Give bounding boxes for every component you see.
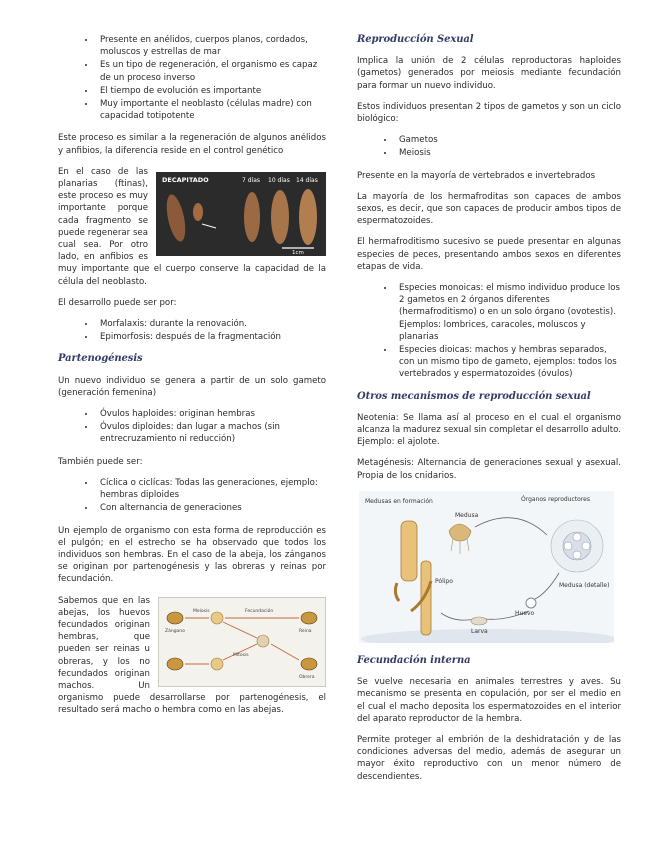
- section-heading-reproduccion-sexual: Reproducción Sexual: [357, 34, 474, 45]
- types-list: [58, 477, 326, 515]
- section-heading-otros-mecanismos: Otros mecanismos de reproducción sexual: [357, 390, 591, 402]
- bee-label: Obrera: [299, 674, 315, 680]
- bee-reproduction-figure: [158, 597, 326, 687]
- paragraph: El desarrollo puede ser por:: [58, 297, 177, 308]
- bee-label: Mitosis: [233, 652, 249, 658]
- cycle-label: Medusa: [455, 511, 479, 519]
- list-item: • Morfalaxis: durante la renovación.: [96, 318, 326, 330]
- cycle-label: Pólipo: [435, 577, 453, 585]
- list-item: • Presente en anélidos, cuerpos planos, cordados, moluscos y estrellas de mar: [96, 34, 326, 58]
- paragraph: El hermafroditismo sucesivo se puede presentar en algunas especies de peces, presentando ambos sexos en diferentes etapas de vida.: [357, 237, 621, 272]
- planaria-regeneration-figure: [156, 172, 326, 256]
- paragraph: Neotenia: Se llama así al proceso en el cual el organismo alcanza la madurez sexual sin completar el desarrollo adulto. Ejemplo: el ajolote.: [357, 412, 621, 448]
- paragraph: La mayoría de los hermafroditas son capaces de ambos sexos, es decir, que son capaces de producir ambos tipos de espermatozoides.: [357, 191, 621, 227]
- list-item: • Especies dioicas: machos y hembras separados, con un mismo tipo de gameto, ejemplos: todos los vertebrados y espermatozoides (óvulos): [395, 344, 621, 381]
- paragraph: Presente en la mayoría de vertebrados e invertebrados: [357, 170, 596, 181]
- day-label: 14 días: [296, 176, 318, 184]
- list-item: • Es un tipo de regeneración, el organismo es capaz de un proceso inverso: [96, 59, 326, 83]
- species-list: [357, 282, 621, 381]
- bee-diagram: [159, 598, 325, 686]
- development-list: [58, 318, 326, 343]
- cycle-label: Medusas en formación: [365, 497, 433, 505]
- section-heading-partenogenesis: Partenogénesis: [58, 353, 143, 365]
- cycle-label: Larva: [471, 627, 488, 635]
- cnidarian-life-cycle-figure: [359, 491, 614, 643]
- decapitado-label: DECAPITADO: [162, 175, 209, 184]
- paragraph: Implica la unión de 2 células reproductoras haploides (gametos) generados por meiosis mediante fecundación para formar un nuevo individuo.: [357, 56, 621, 91]
- day-label: 7 días: [242, 176, 261, 184]
- ovule-list: [58, 408, 326, 446]
- cycle-illustration: [359, 491, 614, 643]
- paragraph: Un nuevo individuo se genera a partir de un solo gameto (generación femenina): [58, 375, 326, 398]
- paragraph: También puede ser:: [58, 456, 143, 467]
- paragraph: Un ejemplo de organismo con esta forma de reproducción es el pulgón; en el estrecho se ha observado que todos los individuos son hembras. En el caso de la abeja, los zánganos se originan por partenogénesis y las obreras y reinas por fecundación.: [58, 525, 326, 585]
- list-item: • Óvulos haploides: originan hembras: [96, 408, 326, 420]
- paragraph: Permite proteger al embrión de la deshidratación y de las condiciones adversas del medio, además de asegurar un mayor éxito reproductivo con un menor número de descendientes.: [357, 734, 621, 782]
- list-item: • Meiosis: [395, 147, 621, 159]
- planaria-illustration: [156, 172, 326, 256]
- bee-label: Meiosis: [193, 608, 210, 614]
- paragraph: Metagénesis: Alternancia de generaciones sexual y asexual. Propia de los cnidarios.: [357, 458, 621, 481]
- list-item: • Muy importante el neoblasto (células madre) con capacidad totipotente: [96, 98, 326, 122]
- bee-label: Zángano: [165, 628, 185, 634]
- scale-label: 1cm: [292, 249, 304, 256]
- list-item: • Especies monoicas: el mismo individuo produce los 2 gametos en 2 órganos diferentes (hermafroditismo) o en un solo órgano (ovotestis). Ejemplos: lombrices, caracoles, moluscos y planarias: [395, 282, 621, 343]
- paragraph: Estos individuos presentan 2 tipos de gametos y son un ciclo biológico:: [357, 101, 621, 125]
- list-item: • Gametos: [395, 134, 621, 146]
- list-item: • Epimorfosis: después de la fragmentación: [96, 331, 326, 343]
- paragraph: En el caso de las planarias (ftinas), este proceso es muy importante porque cada fragmento se puede regenerar sea cual sea. Por otro lado, en anfibios es muy importante que el cuerpo conserve la capacidad de la célula del neoblasto.: [58, 166, 326, 287]
- cycle-label: Huevo: [515, 609, 535, 617]
- bee-label: Reina: [299, 628, 312, 634]
- paragraph: Este proceso es similar a la regeneración de algunos anélidos y anfibios, la diferencia reside en el control genético: [58, 133, 326, 156]
- paragraph: Sabemos que en las abejas, los huevos fecundados originan hembras, que pueden ser reinas u obreras, y los no fecundados originan machos. Un organismo puede desarrollarse por partenogénesis, el resultado será macho o hembra como en las abejas.: [58, 595, 326, 716]
- list-item: • Con alternancia de generaciones: [96, 502, 326, 514]
- characteristics-list: [58, 34, 326, 122]
- cycle-label: Medusa (detalle): [559, 581, 610, 589]
- day-label: 10 días: [268, 176, 290, 184]
- right-column: [357, 34, 621, 792]
- bee-label: Fecundación: [245, 608, 274, 614]
- section-heading-fecundacion-interna: Fecundación interna: [357, 654, 471, 666]
- cycle-label: Órganos reproductores: [521, 495, 591, 503]
- left-column: [58, 34, 326, 726]
- cycle-list: [357, 134, 621, 159]
- list-item: • Cíclica o ciclícas: Todas las generaciones, ejemplo: hembras diploides: [96, 477, 326, 501]
- list-item: • El tiempo de evolución es importante: [96, 85, 326, 97]
- paragraph: Se vuelve necesaria en animales terrestres y aves. Su mecanismo se presenta en copulación, por ser el medio en el cual el macho deposita los espermatozoides en el interior del aparato reproductor de la hembra.: [357, 677, 621, 724]
- list-item: • Óvulos diploides: dan lugar a machos (sin entrecruzamiento ni reducción): [96, 421, 326, 445]
